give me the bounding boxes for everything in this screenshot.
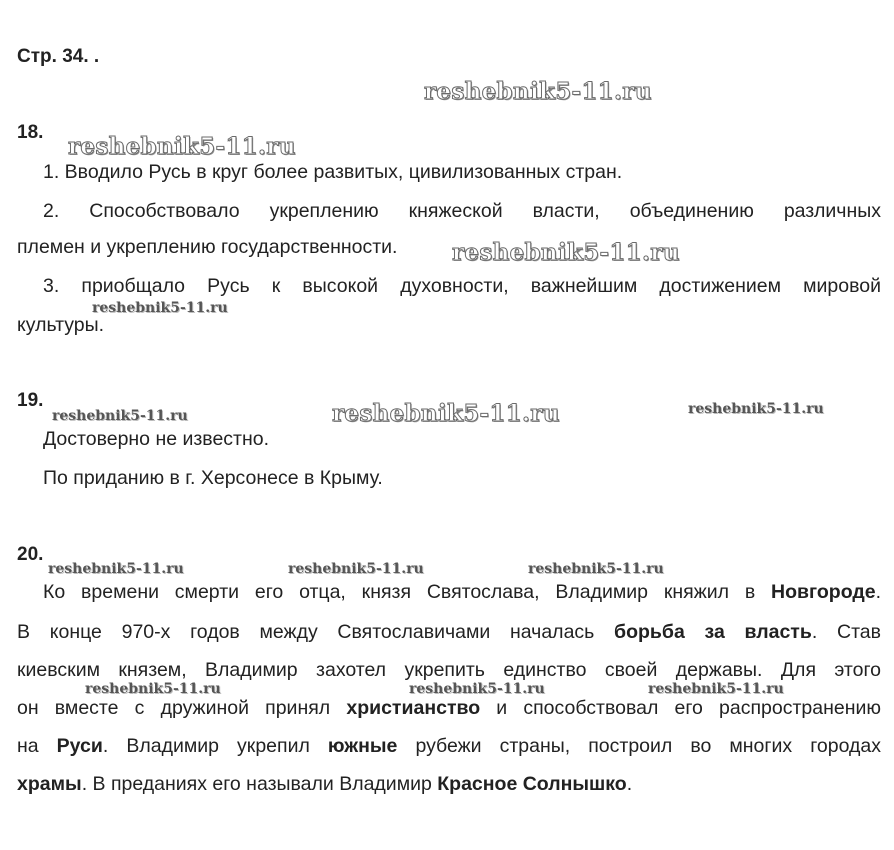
highlight-power-struggle: борьба за власть (614, 621, 812, 643)
task19-line-1: Достоверно не известно. (43, 428, 270, 450)
task20-line-3: киевским князем, Владимир захотел укрепить единство своей державы. Для этого (17, 659, 881, 681)
highlight-christianity: христианство (346, 697, 481, 719)
page-header (17, 46, 99, 68)
task18-line-3: племен и укреплению государственности. (17, 236, 398, 258)
highlight-novgorod: Новгороде (771, 581, 876, 603)
task20-line-6: храмы. В преданиях его называли Владимир Красное Солнышко. (17, 773, 633, 795)
watermark: reshebnik5-11.ru (288, 561, 424, 577)
highlight-southern: южные (327, 735, 398, 757)
task20-line-4: он вместе с дружиной принял христианство и способствовал его распространению (17, 697, 881, 719)
task19-line-2: По приданию в г. Херсонесе в Крыму. (43, 467, 383, 489)
watermark: reshebnik5-11.ru (452, 239, 680, 266)
task18-line-5: культуры. (17, 314, 105, 336)
task-number-20: 20. (17, 544, 44, 565)
watermark: reshebnik5-11.ru (424, 78, 652, 105)
task18-line-1: 1. Вводило Русь в круг более развитых, цивилизованных стран. (43, 161, 623, 183)
highlight-rus: Руси (56, 735, 103, 757)
task-number-18: 18. (17, 122, 44, 143)
watermark: reshebnik5-11.ru (688, 401, 824, 417)
watermark: reshebnik5-11.ru (332, 400, 560, 427)
task18-line-4: 3. приобщало Русь к высокой духовности, важнейшим достижением мировой (43, 275, 881, 297)
highlight-red-sun: Красное Солнышко (437, 773, 627, 795)
task18-line-2: 2. Способствовало укреплению княжеской власти, объединению различных (43, 200, 881, 222)
task20-line-1: Ко времени смерти его отца, князя Святослава, Владимир княжил в Новгороде. (43, 581, 881, 603)
watermark: reshebnik5-11.ru (52, 408, 188, 424)
page-label: Стр. 34. (17, 46, 89, 67)
highlight-temples: храмы (17, 773, 82, 795)
watermark: reshebnik5-11.ru (648, 681, 784, 697)
watermark: reshebnik5-11.ru (92, 300, 228, 316)
task-number-19: 19. (17, 390, 44, 411)
watermark: reshebnik5-11.ru (409, 681, 545, 697)
watermark: reshebnik5-11.ru (48, 561, 184, 577)
watermark: reshebnik5-11.ru (85, 681, 221, 697)
watermark: reshebnik5-11.ru (528, 561, 664, 577)
page-header-mark: . (93, 46, 100, 67)
watermark: reshebnik5-11.ru (68, 133, 296, 160)
task20-line-2: В конце 970-х годов между Святославичами началась борьба за власть. Став (17, 621, 881, 643)
task20-line-5: на Руси. Владимир укрепил южные рубежи страны, построил во многих городах (17, 735, 881, 757)
